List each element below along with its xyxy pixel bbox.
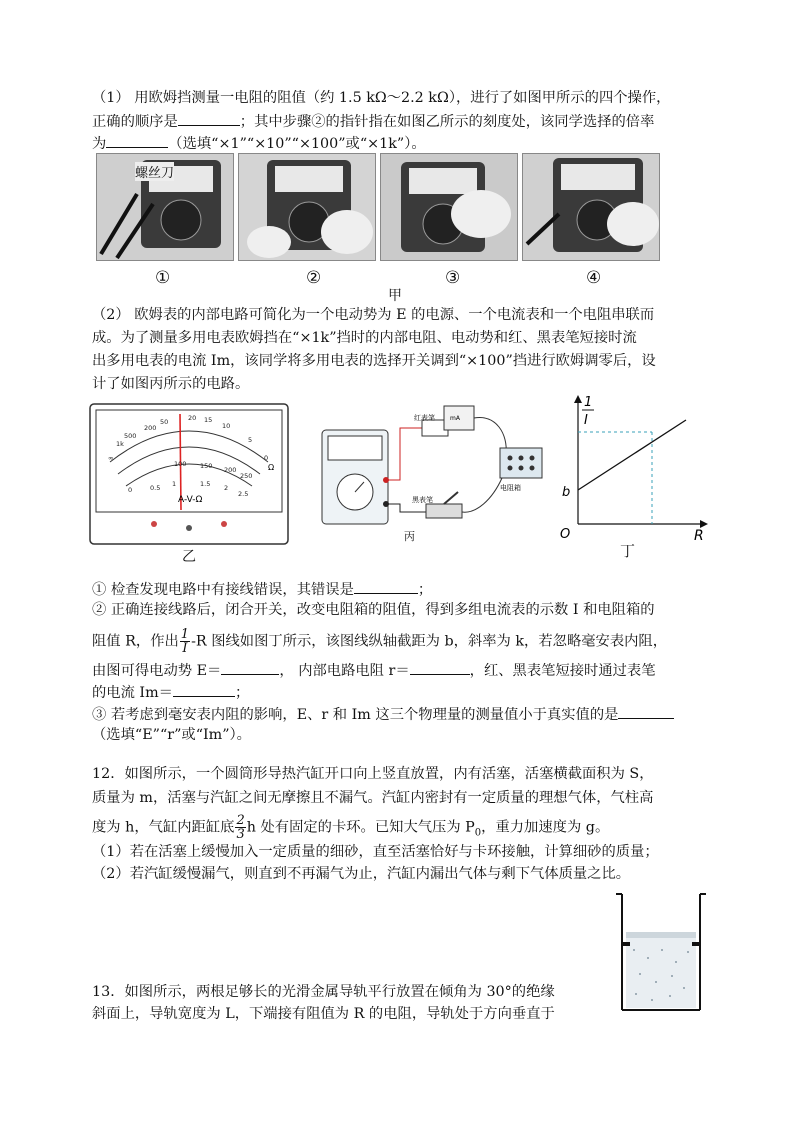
q11-sub2-line1: ② 正确连接线路后，闭合开关，改变电阻箱的阻值，得到多组电流表的示数 I 和电阻箱的 [92, 602, 655, 618]
graph-line [578, 420, 686, 490]
answer-blank [106, 132, 168, 148]
svg-text:10: 10 [222, 422, 231, 430]
q11-p2-line3: 出多用电表的电流 Im，该同学将多用电表的选择开关调到“×100”挡进行欧姆调零后，设 [92, 353, 656, 369]
y-label-num: 1 [584, 395, 593, 410]
q12-item1: （1）若在活塞上缓慢加入一定质量的细砂，直至活塞恰好与卡环接触，计算细砂的质量； [92, 844, 659, 860]
svg-text:0.5: 0.5 [150, 484, 161, 492]
photo-step-4 [522, 153, 660, 261]
ohm-unit: Ω [268, 463, 275, 472]
svg-text:500: 500 [124, 432, 137, 440]
caption-jia: 甲 [388, 288, 402, 304]
svg-text:1: 1 [172, 480, 177, 488]
q13-line2: 斜面上，导轨宽度为 L，下端接有阻值为 R 的电阻，导轨处于方向垂直于 [92, 1006, 555, 1022]
svg-text:200: 200 [224, 466, 237, 474]
answer-blank [410, 659, 470, 675]
svg-text:50: 50 [160, 418, 169, 426]
figure-yi-dial [88, 402, 290, 552]
svg-text:5: 5 [248, 436, 253, 444]
q11-sub2-line2: 阻值 R，作出 $\frac{1}{I}$ -R 图线如图丁所示，该图线纵轴截距为 b，斜率为 k，若忽略毫安表内阻， [92, 627, 668, 656]
svg-text:∞: ∞ [108, 454, 114, 462]
answer-blank [173, 681, 235, 697]
black-probe-label: 黑表笔 [412, 496, 433, 504]
svg-text:0: 0 [264, 454, 269, 462]
answer-blank [354, 578, 418, 594]
q11-sub3-line2: （选填“E”“r”或“Im”）。 [92, 727, 251, 743]
answer-blank [618, 703, 674, 719]
figure-bing-circuit [316, 404, 548, 534]
photo-step-1 [96, 153, 234, 261]
ma-label: mA [450, 415, 460, 422]
dial-label: A-V-Ω [178, 495, 203, 505]
red-probe-label: 红表笔 [414, 414, 435, 422]
svg-text:250: 250 [240, 472, 253, 480]
caption-ding: 丁 [620, 542, 636, 560]
svg-text:150: 150 [200, 462, 213, 470]
cylinder-figure [612, 892, 712, 1016]
q11-p1-line2: 正确的顺序是 ；其中步骤②的指针指在如图乙所示的刻度处，该同学选择的倍率 [92, 110, 654, 132]
q11-p2-line2: 成。为了测量多用电表欧姆挡在“×1k”挡时的内部电阻、电动势和红、黑表笔短接时流 [92, 330, 637, 346]
caption-yi: 乙 [182, 549, 196, 565]
svg-text:0: 0 [128, 486, 133, 494]
q12-line2: 质量为 m，活塞与汽缸之间无摩擦且不漏气。汽缸内密封有一定质量的理想气体，气柱高 [92, 790, 654, 806]
q11-sub1: ① 检查发现电路中有接线错误，其错误是 ； [92, 578, 432, 600]
svg-text:100: 100 [174, 460, 187, 468]
q12-line1: 12．如图所示，一个圆筒形导热汽缸开口向上竖直放置，内有活塞，活塞横截面积为 S， [92, 766, 654, 782]
step-label-2: ② [306, 268, 322, 288]
step-label-4: ④ [586, 268, 602, 288]
answer-blank [221, 659, 279, 675]
q11-p2-line1: （2） 欧姆表的内部电路可简化为一个电动势为 E 的电源、一个电流表和一个电阻串联而 [92, 307, 655, 323]
step-label-3: ③ [445, 268, 461, 288]
svg-text:200: 200 [144, 424, 157, 432]
caption-bing: 丙 [404, 530, 415, 543]
q13-line1: 13．如图所示，两根足够长的光滑金属导轨平行放置在倾角为 30°的绝缘 [92, 984, 555, 1000]
q12-item2: （2）若汽缸缓慢漏气，则直到不再漏气为止，汽缸内漏出气体与剩下气体质量之比。 [92, 866, 631, 882]
svg-text:20: 20 [188, 414, 197, 422]
fraction-1-over-I: $\frac{1}{I}$ [180, 627, 190, 656]
figure-ding-graph [548, 390, 718, 558]
origin-label: O [560, 527, 571, 542]
q12-line3: 度为 h，气缸内距缸底 $\frac{2}{3}$ h 处有固定的卡环。已知大气压为 $P_0$，重力加速度为 g。 [92, 813, 610, 842]
svg-text:15: 15 [204, 416, 213, 424]
svg-text:2: 2 [224, 484, 229, 492]
resistor-box-label: 电阻箱 [500, 484, 521, 492]
svg-text:1k: 1k [116, 440, 124, 448]
photo-step-3 [380, 153, 518, 261]
q11-p2-line4: 计了如图丙所示的电路。 [92, 376, 250, 392]
answer-blank [178, 110, 240, 126]
fraction-two-thirds: $\frac{2}{3}$ [236, 813, 245, 842]
q11-sub2-line4: 的电流 Im＝ ； [92, 681, 249, 703]
q11-sub3-line1: ③ 若考虑到毫安表内阻的影响，E、r 和 Im 这三个物理量的测量值小于真实值的是 [92, 703, 674, 725]
svg-text:1.5: 1.5 [200, 480, 211, 488]
intercept-label: b [562, 485, 571, 500]
x-label: R [694, 528, 704, 544]
step-label-1: ① [155, 268, 171, 288]
q11-sub2-line3: 由图可得电动势 E＝ ， 内部电路电阻 r＝ ，红、黑表笔短接时通过表笔 [92, 659, 656, 681]
screwdriver-label: 螺丝刀 [135, 162, 174, 181]
svg-text:2.5: 2.5 [238, 490, 249, 498]
photo-step-2 [238, 153, 376, 261]
q11-p1-line1: （1） 用欧姆挡测量一电阻的阻值（约 1.5 kΩ～2.2 kΩ），进行了如图甲所示的四个操作， [92, 90, 671, 106]
q11-p1-line3: 为 （选填“×1”“×10”“×100”或“×1k”）。 [92, 132, 426, 154]
y-label-den: I [584, 413, 588, 428]
